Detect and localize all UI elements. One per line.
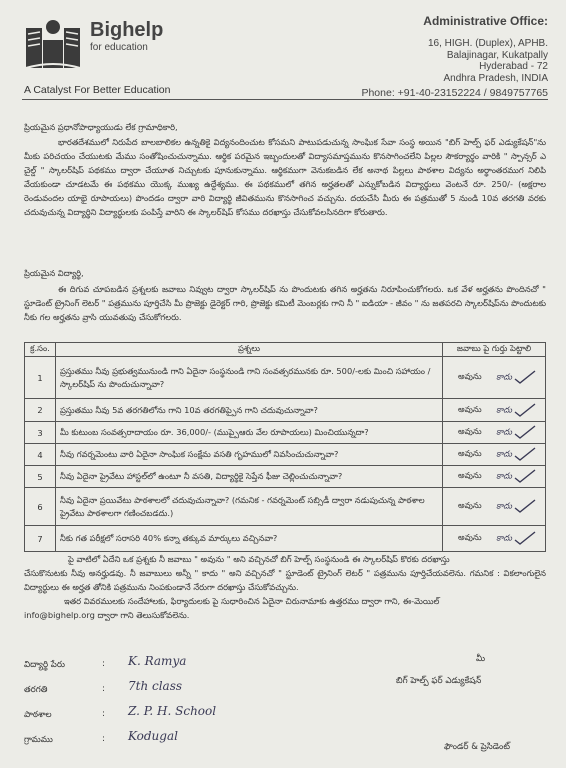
answer-no[interactable]: కాదు	[496, 531, 536, 546]
question-text: ప్రస్తుతము నీవు ప్రభుత్వమునుండి గాని ఏదైనా సంస్థనుండి గాని సంవత్సరమునకు రూ. 500/-లకు మించి సహాయం / స్కాలర్‌షిప్ ను పొందుచున్నావా?	[56, 357, 443, 399]
field-label: విద్యార్థి పేరు	[24, 660, 65, 670]
table-row	[25, 422, 546, 444]
address-line: Andhra Pradesh, INDIA	[443, 72, 548, 84]
notes	[24, 552, 546, 622]
field-colon: :	[102, 684, 105, 694]
checkmark-icon	[514, 447, 536, 461]
office-address	[361, 14, 548, 99]
table-row	[25, 526, 546, 552]
table-row	[25, 488, 546, 526]
questionnaire-table	[24, 342, 546, 552]
answer-yes[interactable]: అవును	[458, 500, 482, 510]
answer-cell[interactable]	[443, 444, 546, 466]
table-header-row	[25, 343, 546, 357]
field-label: పాఠశాల	[24, 710, 52, 720]
answer-no[interactable]: కాదు	[496, 499, 536, 514]
table-row	[25, 444, 546, 466]
header-questions: ప్రశ్నలు	[56, 343, 443, 357]
checkmark-icon	[514, 370, 536, 384]
closing: మీ	[476, 654, 486, 664]
question-text: నీవు ఏదైనా ప్రయివేటు పాఠశాలలో చదువుచున్నావా? (గమనిక - గవర్నమెంట్ సబ్సిడీ ద్వారా నడుపుచున్న పాఠశాల ప్రైవేటు పాఠశాలగా గణించబడదు.)	[56, 488, 443, 526]
note-line: చేసుకొనుటకు నీవు అనర్హుడవు. నీ జవాబులు అన్నీ " కాదు " అని వచ్చినచో " స్టూడెంట్ ట్రైనింగ్ లెటర్ " పత్రమును పూర్తిచేయవలెను. గమనిక : వికలాంగులైన విద్యార్థులు ఈ అర్హత తోనికి పత్రమును నింపకుండానే నేరుగా దరఖాస్తు చేసుకోవచ్చును.	[24, 568, 546, 592]
class-value[interactable]: 7th class	[128, 679, 183, 693]
answer-yes[interactable]: అవును	[458, 371, 482, 381]
student-salutation: ప్రియమైన విద్యార్థి,	[24, 268, 84, 278]
note-line: ఇతర వివరములకు సందేహాలకు, ఫిర్యాదులకు పై సుధారించిన ఏదైనా చిరునామాకు ఉత్తరము ద్వారా గాని, ఈ-మెయిల్	[64, 596, 440, 606]
row-number: 5	[25, 466, 56, 488]
field-school[interactable]	[24, 704, 284, 729]
answer-cell[interactable]	[443, 422, 546, 444]
intro-paragraph: భారతదేశములో నిరుపేద బాలబాలికల ఉన్నతికై విద్యనందించుట కోసమని పాటుపడుచున్న సాంఘిక సేవా సంస్థ అయిన "బిగ్ హెల్ప్ ఫర్ ఎడ్యుకేషన్"ను మీకు పరిచయం చేయుటకు మేము సంతోషించుచున్నాము. ఆర్థిక పరమైన ఇబ్బందులతో విద్యాసమాప్తమును కొనసాగించలేని పిల్లల సౌకర్యార్థం వారికి " స్పాన్సర్ ఎ చైల్డ్ " స్కాలర్‌షిప్ పథకము ద్వారా చేయూత నిచ్చుటకు పూనుకున్నాము. ఆర్థికముగా వెనుకబడిన లేక అనాథ పిల్లలు పాఠశాల విద్యను అర్థాంతరముగ నిలిపి వేయకుండా చూడటమే ఈ పథకము యొక్క ముఖ్య ఉద్దేశ్యము. ఈ పథకములో తగిన అర్హతలతో ఎన్నుకోబడిన విద్యార్థులు వెంటనే రూ. 250/- (అక్షరాల రెండువందల యాభై రూపాయలు) పొందడం ద్వారా వారి విద్యార్థి జీవితమును కొనసాగించ వచ్చును. దయచేసి మీరు ఈ పత్రముతో 5 నుండి 10వ తరగతి వరకు చదువుచున్న విద్యార్థిని విద్యార్థులకు పంపిస్తే వారిని ఈ స్కాలర్‌షిప్ కోసము దరఖాస్తు చేసుకోవలసినదిగా కోరుతారు.	[24, 137, 546, 217]
address-line: Hyderabad - 72	[479, 61, 548, 72]
question-text: నీవు గవర్నమెంటు వారి ఏదైనా సాంఘిక సంక్షేమ వసతి గృహములో నివసించుచున్నావా?	[56, 444, 443, 466]
address-line: Balajinagar, Kukatpally	[446, 49, 548, 61]
answer-no[interactable]: కాదు	[496, 447, 536, 462]
checkmark-icon	[514, 499, 536, 513]
answer-yes[interactable]: అవును	[458, 470, 482, 480]
table-row	[25, 466, 546, 488]
answer-yes[interactable]: అవును	[458, 403, 482, 414]
row-number: 6	[25, 488, 56, 526]
question-text: మీ కుటుంబ సంవత్సరాదాయం రూ. 36,000/- (ముప్పైఆరు వేల రూపాయలు) మించియున్నదా?	[56, 422, 443, 444]
field-class[interactable]	[24, 679, 284, 704]
answer-no[interactable]: కాదు	[496, 403, 536, 418]
answer-no[interactable]: కాదు	[496, 469, 536, 484]
checkmark-icon	[514, 425, 536, 439]
table-row	[25, 399, 546, 422]
field-label: గ్రామము	[24, 735, 53, 745]
bighelp-logo-icon	[22, 10, 84, 74]
student-name-value[interactable]: K. Ramya	[128, 654, 187, 668]
brand	[90, 20, 163, 53]
header-divider	[22, 99, 548, 100]
student-paragraph: ఈ దిగువ చూపబడిన ప్రశ్నలకు జవాబు నివ్వుట ద్వారా స్కాలర్‌షిప్ ను పొందుటకు తగిన అర్హతను నిరూపించుకోగలరు. ఒక వేళ అర్హతను పొందినచో " స్టూడెంట్ ట్రైనింగ్ లెటర్ " పత్రమును పూర్తిచేసి మీ ప్రొజెక్టు డైరెక్టర్ గారి, ప్రొజెక్టు కమిటీ మెంబర్లకు గాని నీ " ఐడియా - జీవం " ను జతపరచి స్కాలర్‌షిప్‌ను పొందుటకు నీకు గల అర్హతను వ్రాసి యువతుపు చేసుకోగలరు.	[24, 284, 546, 322]
answer-cell[interactable]	[443, 526, 546, 552]
salutation: ప్రియమైన ప్రధానోపాధ్యాయుడు లేక గ్రామాధికారి,	[24, 122, 178, 132]
table-row	[25, 357, 546, 399]
tagline: A Catalyst For Better Education	[24, 84, 171, 96]
header-answer: జవాబు పై గుర్తు పెట్టాలి	[443, 343, 546, 357]
field-student-name[interactable]	[24, 654, 284, 679]
row-number: 7	[25, 526, 56, 552]
answer-yes[interactable]: అవును	[458, 532, 482, 542]
field-colon: :	[102, 659, 105, 669]
answer-no[interactable]: కాదు	[496, 425, 536, 440]
field-colon: :	[102, 709, 105, 719]
field-label: తరగతి	[24, 685, 48, 695]
answer-cell[interactable]	[443, 488, 546, 526]
checkmark-icon	[514, 531, 536, 545]
question-text: నీవు ఏదైనా ప్రైవేటు హాస్టల్‌లో ఉంటూ నీ వసతి, విద్యార్థికై సెప్తేన ఫీజు చెల్లించుచున్నావా?	[56, 466, 443, 488]
answer-no[interactable]: కాదు	[496, 370, 536, 385]
field-colon: :	[102, 734, 105, 744]
student-details	[24, 654, 284, 754]
header-serial: క్ర.సం.	[25, 343, 56, 357]
answer-cell[interactable]	[443, 399, 546, 422]
row-number: 4	[25, 444, 56, 466]
contact-email-line: info@bighelp.org ద్వారా గాని తెలుసుకోవలెను.	[24, 610, 190, 620]
answer-cell[interactable]	[443, 357, 546, 399]
organisation-name: బిగ్ హెల్ప్ ఫర్ ఎడ్యుకేషన్	[396, 676, 482, 686]
address-line: 16, HIGH. (Duplex), APHB.	[427, 38, 548, 49]
founder-title: ఫౌండర్ & ప్రెసిడెంట్	[444, 742, 510, 752]
row-number: 2	[25, 399, 56, 422]
answer-yes[interactable]: అవును	[458, 426, 482, 436]
office-phone: Phone: +91-40-23152224 / 9849757765	[361, 87, 548, 99]
office-title: Administrative Office:	[423, 14, 548, 28]
question-text: ప్రస్తుతము నీవు 5వ తరగతిలోను గాని 10వ తరగతిప్పైన గాని చదువుచున్నావా?	[56, 399, 443, 422]
village-value[interactable]: Kodugal	[128, 729, 178, 743]
answer-yes[interactable]: అవును	[458, 448, 482, 458]
brand-name: Bighelp	[90, 19, 164, 41]
school-value[interactable]: Z. P. H. School	[128, 704, 217, 718]
field-village[interactable]	[24, 729, 284, 754]
signature-block	[396, 654, 485, 688]
checkmark-icon	[514, 469, 536, 483]
question-text: నీకు గత పరీక్షలో సరాసరి 40% కన్నా తక్కువ మార్కులు వచ్చినవా?	[56, 526, 443, 552]
row-number: 3	[25, 422, 56, 444]
answer-cell[interactable]	[443, 466, 546, 488]
brand-sub: for education	[90, 42, 148, 53]
note-line: పై వాటిలో ఏదేని ఒక ప్రశ్నకు నీ జవాబు " అవును " అని వచ్చినచో బిగ్ హెల్ప్ సంస్థనుండి ఈ స్కాలర్‌షిప్ కొరకు దరఖాస్తు	[68, 554, 450, 564]
checkmark-icon	[514, 403, 536, 417]
row-number: 1	[25, 357, 56, 399]
